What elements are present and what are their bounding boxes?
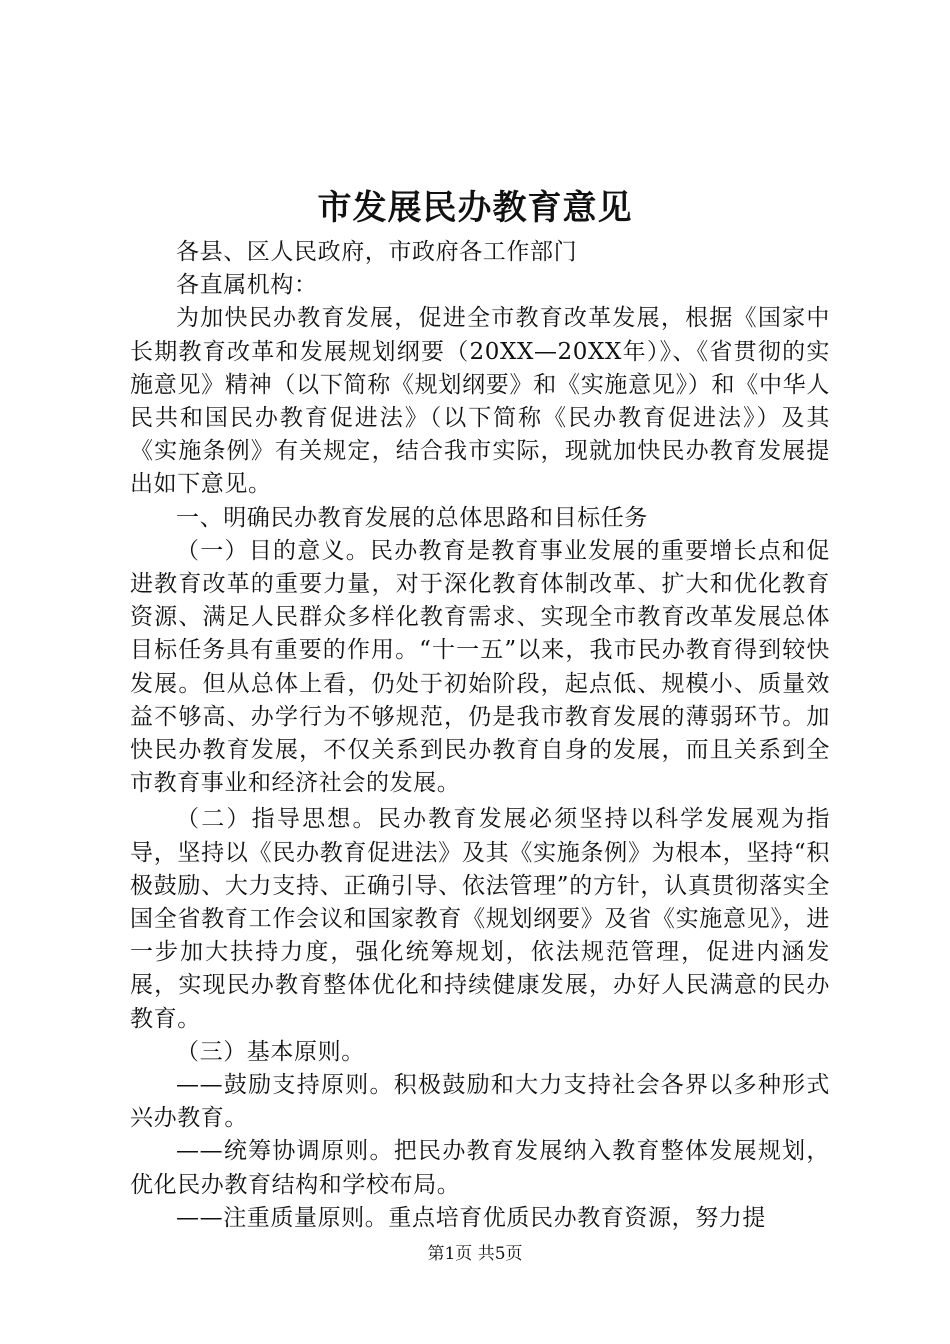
paragraph-purpose: （一）目的意义。民办教育是教育事业发展的重要增长点和促进教育改革的重要力量，对于深化教育体制改革、扩大和优化教育资源、满足人民群众多样化教育需求、实现全市教育改革发展总体目标任务具有重要的作用。“十一五”以来，我市民办教育得到较快发展。但从总体上看，仍处于初始阶段，起点低、规模小、质量效益不够高、办学行为不够规范，仍是我市教育发展的薄弱环节。加快民办教育发展，不仅关系到民办教育自身的发展，而且关系到全市教育事业和经济社会的发展。 — [130, 537, 830, 797]
intro-paragraph: 为加快民办教育发展，促进全市教育改革发展，根据《国家中长期教育改革和发展规划纲要（20XX—20XX年）》、《省贯彻的实施意见》精神（以下简称《规划纲要》和《实施意见》）和《中华人民共和国民办教育促进法》（以下简称《民办教育促进法》）及其《实施条例》有关规定，结合我市实际，现就加快民办教育发展提出如下意见。 — [130, 305, 830, 498]
paragraph-basic-principles: （三）基本原则。 — [176, 1038, 365, 1065]
paragraph-guiding-thought: （二）指导思想。民办教育发展必须坚持以科学发展观为指导，坚持以《民办教育促进法》及其《实施条例》为根本，坚持“积极鼓励、大力支持、正确引导、依法管理”的方针，认真贯彻落实全国全省教育工作会议和国家教育《规划纲要》及省《实施意见》，进一步加大扶持力度，强化统筹规划，依法规范管理，促进内涵发展，实现民办教育整体优化和持续健康发展，办好人民满意的民办教育。 — [130, 806, 830, 1032]
page-number-footer: 第1页 共5页 — [427, 1244, 523, 1264]
salutation-line-1: 各县、区人民政府，市政府各工作部门 — [176, 239, 578, 265]
principle-encourage-support: ——鼓励支持原则。积极鼓励和大力支持社会各界以多种形式兴办教育。 — [130, 1072, 830, 1132]
principle-coordination: ——统筹协调原则。把民办教育发展纳入教育整体发展规划，优化民办教育结构和学校布局。 — [130, 1138, 830, 1198]
document-title: 市发展民办教育意见 — [317, 188, 633, 228]
salutation-line-2: 各直属机构： — [176, 272, 318, 299]
section-heading-1: 一、明确民办教育发展的总体思路和目标任务 — [176, 504, 648, 531]
document-body — [130, 236, 830, 1235]
principle-quality: ——注重质量原则。重点培育优质民办教育资源，努力提 — [176, 1204, 766, 1231]
